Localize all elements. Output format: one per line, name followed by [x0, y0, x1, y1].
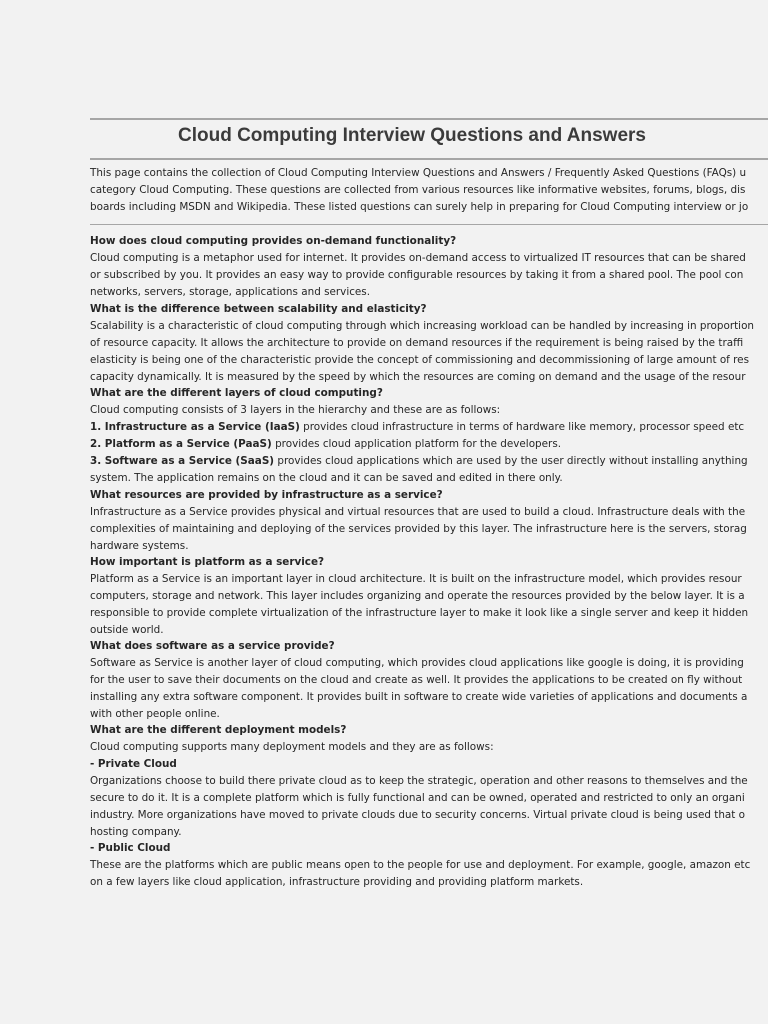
answer-line: elasticity is being one of the characteristic provide the concept of commissioning and decommissioning of large amount of res — [90, 354, 749, 366]
list-item — [90, 453, 748, 470]
answer-line: Platform as a Service is an important layer in cloud architecture. It is built on the infrastructure model, which provides resour — [90, 573, 742, 585]
answer-line: networks, servers, storage, applications and services. — [90, 286, 371, 298]
list-item — [90, 436, 561, 453]
answer-line: installing any extra software component. It provides built in software to create wide varieties of applications and documents a — [90, 691, 748, 703]
question-heading: How important is platform as a service? — [90, 556, 325, 568]
question-heading: What does software as a service provide? — [90, 640, 335, 652]
answer-line: Software as Service is another layer of cloud computing, which provides cloud applications like google is doing, it is providing — [90, 657, 744, 669]
list-item-text: provides cloud applications which are used by the user directly without installing anything — [274, 455, 748, 467]
answer-line: hardware systems. — [90, 540, 189, 552]
question-heading: How does cloud computing provides on-demand functionality? — [90, 235, 457, 247]
answer-line: computers, storage and network. This layer includes organizing and operate the resources provided by the below layer. It is a — [90, 590, 745, 602]
answer-line: responsible to provide complete virtualization of the infrastructure layer to make it look like a single server and keep it hidden — [90, 607, 749, 619]
intro-line: boards including MSDN and Wikipedia. These listed questions can surely help in preparing for Cloud Computing interview or jo — [90, 201, 749, 213]
answer-line: with other people online. — [90, 708, 220, 720]
intro-rule — [90, 224, 768, 225]
intro-line: category Cloud Computing. These questions are collected from various resources like informative websites, forums, blogs, dis — [90, 184, 746, 196]
answer-line: for the user to save their documents on the cloud and create as well. It provides the applications to be created on fly without — [90, 674, 743, 686]
answer-line: or subscribed by you. It provides an easy way to provide configurable resources by taking it from a shared pool. The pool con — [90, 269, 744, 281]
subheading-public-cloud: - Public Cloud — [90, 842, 171, 854]
answer-line: Cloud computing is a metaphor used for internet. It provides on-demand access to virtualized IT resources that can be shared — [90, 252, 746, 264]
answer-line: Scalability is a characteristic of cloud computing through which increasing workload can be handled by increasing in proportion — [90, 320, 755, 332]
answer-line: capacity dynamically. It is measured by the speed by which the resources are coming on demand and the usage of the resour — [90, 371, 746, 383]
answer-line: These are the platforms which are public means open to the people for use and deployment. For example, google, amazon etc — [90, 859, 751, 871]
answer-line: Cloud computing consists of 3 layers in the hierarchy and these are as follows: — [90, 404, 501, 416]
list-item-term: 2. Platform as a Service (PaaS) — [90, 438, 272, 450]
answer-line: hosting company. — [90, 826, 182, 838]
list-item-text: provides cloud application platform for the developers. — [271, 438, 562, 450]
answer-line: of resource capacity. It allows the architecture to provide on demand resources if the requirement is being raised by the traffi — [90, 337, 744, 349]
top-rule — [90, 118, 768, 120]
question-heading: What are the different layers of cloud computing? — [90, 387, 383, 399]
answer-line: complexities of maintaining and deploying of the services provided by this layer. The infrastructure here is the servers, storag — [90, 523, 747, 535]
title-rule — [90, 158, 768, 160]
answer-line: on a few layers like cloud application, infrastructure providing and providing platform markets. — [90, 876, 584, 888]
subheading-private-cloud: - Private Cloud — [90, 758, 177, 770]
intro-line: This page contains the collection of Cloud Computing Interview Questions and Answers / Frequently Asked Questions (FAQs) u — [90, 167, 747, 179]
list-item — [90, 419, 744, 436]
page-title: Cloud Computing Interview Questions and Answers — [177, 125, 646, 146]
answer-line: system. The application remains on the cloud and it can be saved and edited in there only. — [90, 472, 563, 484]
question-heading: What is the difference between scalability and elasticity? — [90, 303, 427, 315]
list-item-term: 3. Software as a Service (SaaS) — [90, 455, 275, 467]
question-heading: What are the different deployment models? — [90, 724, 347, 736]
list-item-text: provides cloud infrastructure in terms of hardware like memory, processor speed etc — [299, 421, 745, 433]
answer-line: outside world. — [90, 624, 164, 636]
list-item-term: 1. Infrastructure as a Service (IaaS) — [90, 421, 300, 433]
answer-line: Infrastructure as a Service provides physical and virtual resources that are used to build a cloud. Infrastructure deals with the — [90, 506, 746, 518]
answer-line: Organizations choose to build there private cloud as to keep the strategic, operation and other reasons to themselves and the — [90, 775, 748, 787]
answer-line: secure to do it. It is a complete platform which is fully functional and can be owned, operated and restricted to only an organi — [90, 792, 745, 804]
answer-line: industry. More organizations have moved to private clouds due to security concerns. Virtual private cloud is being used that o — [90, 809, 746, 821]
answer-line: Cloud computing supports many deployment models and they are as follows: — [90, 741, 494, 753]
question-heading: What resources are provided by infrastructure as a service? — [90, 489, 443, 501]
